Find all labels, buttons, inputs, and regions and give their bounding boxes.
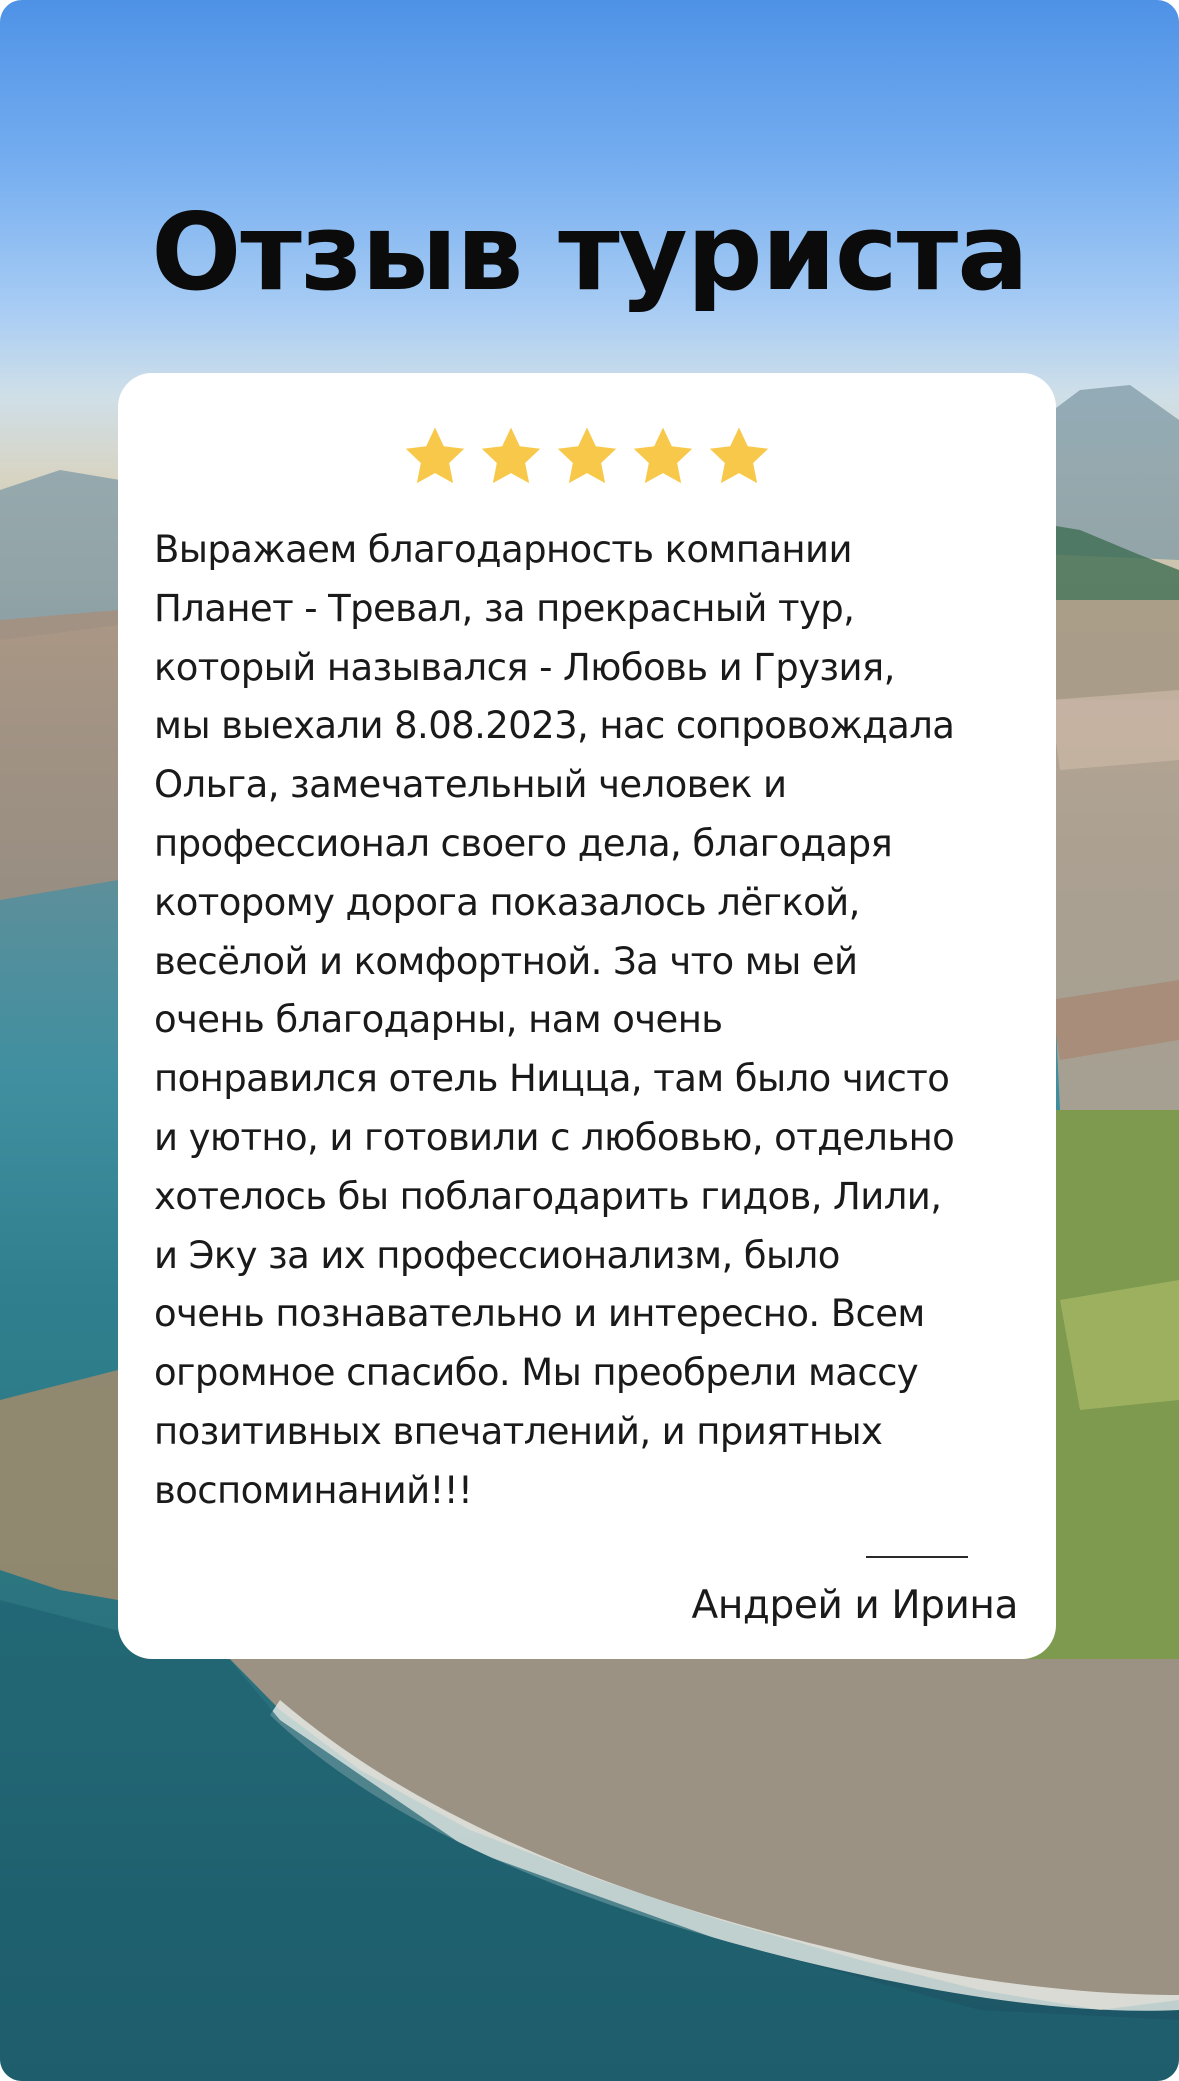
page-title: Отзыв туриста (151, 191, 1028, 314)
star-icon (400, 423, 470, 491)
review-card (118, 373, 1056, 1659)
review-author: Андрей и Ирина (691, 1583, 1018, 1628)
star-icon (476, 423, 546, 491)
signature-divider (866, 1556, 968, 1558)
rating-stars (118, 423, 1056, 491)
star-icon (552, 423, 622, 491)
star-icon (704, 423, 774, 491)
review-text: Выражаем благодарность компании Планет - Тревал, за прекрасный тур, который назывался - Любовь и Грузия, мы выехали 8.08.2023, нас сопровождала Ольга, замечательный человек и профессионал своего дела, благодаря которому дорога показалось лёгкой, весёлой и комфортной. За что мы ей очень благодарны, нам очень понравился отель Ницца, там было чисто и уютно, и готовили с любовью, отдельно хотелось бы поблагодарить гидов, Лили, и Эку за их профессионализм, было очень познавательно и интересно. Всем огромное спасибо. Мы преобрели массу позитивных впечатлений, и приятных воспоминаний!!! (154, 528, 955, 1512)
star-icon (628, 423, 698, 491)
